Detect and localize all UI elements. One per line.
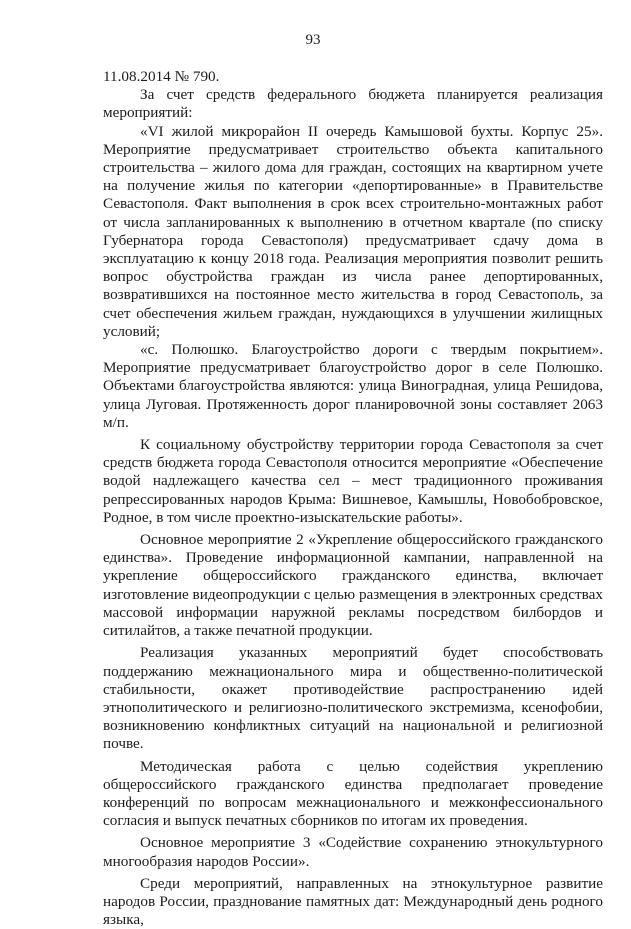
paragraph-decree-ref: 11.08.2014 № 790.: [103, 68, 220, 85]
paragraph-implementation: Реализация указанных мероприятий будет способствовать поддержанию межнационального мира и общественно-политической стабильности, окажет противодействие распространению идей этнополитического и религиозно-политического экстремизма, ксенофобии, возникновению конфликтных ситуаций на национальной и религиозной почве.: [103, 644, 603, 753]
paragraph-main-activity-2: Основное мероприятие 2 «Укрепление общероссийского гражданского единства». Проведение информационной кампании, направленной на укрепление общероссийского гражданского единства, включает изготовление видеопродукции с целью размещения в электронных средствах массовой информации наружной рекламы посредством билбордов и ситилайтов, а также печатной продукции.: [103, 531, 603, 640]
page-number: 93: [305, 32, 321, 48]
paragraph-methodical-work: Методическая работа с целью содействия укреплению общероссийского гражданского единства предполагает проведение конференций по вопросам межнационального и межконфессионального согласия и выпуск печатных сборников по итогам их проведения.: [103, 757, 603, 830]
paragraph-ethnocultural: Среди мероприятий, направленных на этнокультурное развитие народов России, празднование памятных дат: Международный день родного языка,: [103, 874, 603, 929]
paragraph-road-project: «с. Полюшко. Благоустройство дороги с твердым покрытием». Мероприятие предусматривает благоустройство дорог в селе Полюшко. Объектами благоустройства являются: улица Виноградная, улица Решидова, улица Луговая. Протяженность дорог планировочной зоны составляет 2063 м/п.: [103, 341, 603, 431]
document-body: [103, 68, 603, 929]
paragraph-water-supply: К социальному обустройству территории города Севастополя за счет средств бюджета города Севастополя относится мероприятие «Обеспечение водой надлежащего качества сел – мест традиционного проживания репрессированных народов Крыма: Вишневое, Камышлы, Новобобровское, Родное, в том числе проектно-изыскательские работы».: [103, 436, 603, 526]
paragraph-federal-budget: За счет средств федерального бюджета планируется реализация мероприятий:: [103, 86, 603, 122]
paragraph-housing-project: «VI жилой микрорайон II очередь Камышовой бухты. Корпус 25». Мероприятие предусматривает строительство объекта капитального строительства – жилого дома для граждан, состоящих на квартирном учете на получение жилья по категории «депортированные» в Правительстве Севастополя. Факт выполнения в срок всех строительно-монтажных работ от числа запланированных к выполнению в отчетном квартале (по списку Губернатора города Севастополя) предусматривает сдачу дома в эксплуатацию к концу 2018 года. Реализация мероприятия позволит решить вопрос обустройства граждан из числа ранее депортированных, возвратившихся на постоянное место жительства в город Севастополь, за счет обеспечения жильем граждан, нуждающихся в улучшении жилищных условий;: [103, 122, 603, 340]
paragraph-main-activity-3: Основное мероприятие 3 «Содействие сохранению этнокультурного многообразия народов России».: [103, 834, 603, 870]
